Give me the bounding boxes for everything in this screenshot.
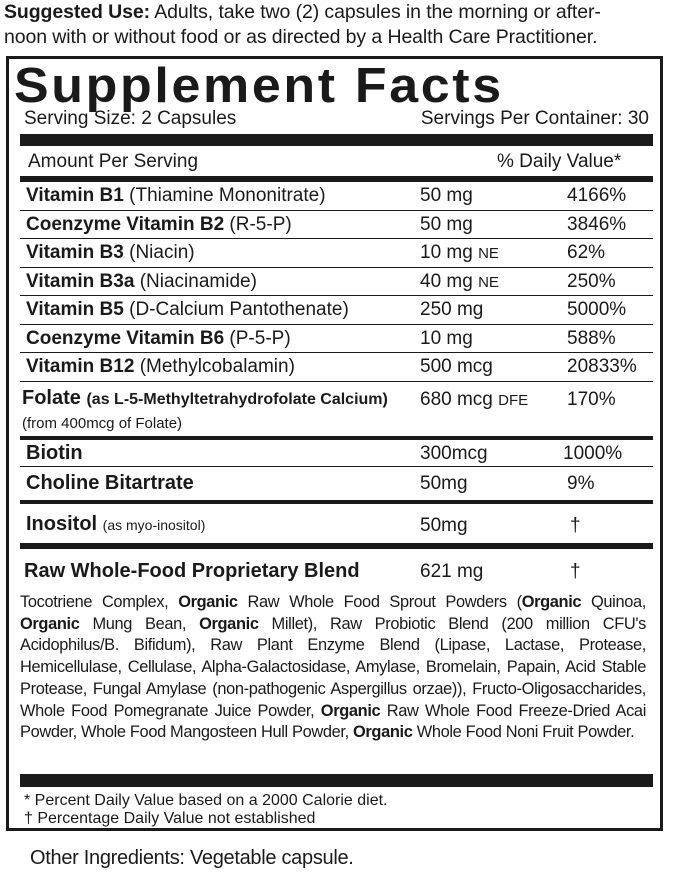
folate-unit-note: DFE: [498, 392, 529, 409]
nutrient-dv: 588%: [567, 327, 616, 349]
nutrient-row-folate: [22, 386, 388, 412]
blend-text: Whole Food Noni Fruit Powder.: [412, 723, 635, 742]
rule-inositol: [20, 543, 653, 549]
folate-amount: [420, 388, 528, 413]
blend-text: Mung Bean,: [92, 614, 200, 633]
biotin-dv: 1000%: [563, 443, 623, 464]
nutrient-amount-value: 50 mg: [420, 185, 473, 206]
blend-row: [24, 559, 360, 583]
nutrient-name: Coenzyme Vitamin B6: [26, 327, 225, 349]
nutrient-amount: [420, 270, 499, 295]
nutrient-dv: 5000%: [567, 299, 627, 320]
nutrient-detail: (Methylcobalamin): [134, 356, 295, 377]
nutrient-name: Vitamin B3: [26, 242, 124, 263]
nutrient-row-name: [26, 298, 349, 322]
nutrient-row-name: [26, 213, 292, 237]
nutrient-detail: (P-5-P): [224, 327, 291, 349]
thick-rule-bottom: [20, 774, 653, 787]
daily-value-header: % Daily Value*: [497, 151, 622, 172]
nutrient-row-choline: [26, 471, 194, 495]
panel-title: Supplement Facts: [14, 59, 504, 113]
blend-dv: †: [570, 561, 581, 582]
folate-sub: (from 400mcg of Folate): [22, 415, 183, 432]
row-divider: [20, 381, 653, 382]
amount-per-serving-header: Amount Per Serving: [28, 151, 199, 172]
folate-amount-value: 680 mcg: [420, 389, 493, 410]
other-ingredients: Other Ingredients: Vegetable capsule.: [30, 847, 354, 869]
blend-text: Tocotriene Complex,: [20, 593, 179, 611]
inositol-amount: 50mg: [420, 515, 468, 536]
inositol-detail: (as myo-inositol): [102, 517, 206, 533]
folate-dv: 170%: [567, 389, 616, 410]
nutrient-amount-value: 10 mg: [420, 327, 473, 349]
row-divider: [20, 352, 653, 353]
row-divider: [20, 324, 653, 325]
nutrient-dv: 4166%: [567, 185, 627, 206]
suggested-use-label: Suggested Use:: [4, 1, 150, 23]
nutrient-unit-note: NE: [478, 245, 499, 262]
inositol-dv: †: [570, 515, 581, 536]
nutrient-row-name: [26, 327, 291, 351]
rule-biotin: [20, 466, 653, 467]
nutrient-name: Vitamin B3a: [26, 270, 135, 292]
biotin-name: Biotin: [26, 442, 83, 464]
nutrient-name: Vitamin B5: [26, 299, 124, 320]
nutrient-amount-value: 500 mcg: [420, 356, 493, 377]
nutrient-dv: 62%: [567, 242, 606, 263]
nutrient-detail: (D-Calcium Pantothenate): [123, 299, 349, 320]
nutrient-row-biotin: [26, 441, 83, 465]
nutrient-name: Coenzyme Vitamin B2: [26, 213, 225, 235]
blend-text: Quinoa,: [581, 593, 646, 611]
nutrient-amount: [420, 213, 473, 237]
blend-text: Raw Whole Food Sprout Powders (: [237, 593, 522, 611]
choline-amount: 50mg: [420, 473, 468, 494]
choline-name: Choline Bitartrate: [26, 472, 194, 494]
nutrient-detail: (R-5-P): [224, 213, 292, 235]
nutrient-amount-value: 250 mg: [420, 299, 484, 320]
inositol-name: Inositol: [26, 513, 98, 535]
nutrient-row-name: [26, 184, 326, 208]
suggested-use-text-1: Adults, take two (2) capsules in the morning or after-: [149, 1, 601, 23]
nutrient-unit-note: NE: [478, 273, 499, 291]
folate-detail: (as L-5-Methyltetrahydrofolate Calcium): [86, 391, 388, 408]
footnote-dagger: † Percentage Daily Value not established: [24, 810, 316, 827]
organic-label: Organic: [178, 593, 238, 611]
nutrient-amount: [420, 184, 473, 208]
suggested-use-text-2: noon with or without food or as directed by a Health Care Practitioner.: [4, 26, 598, 48]
servings-per-container: Servings Per Container: 30: [420, 108, 649, 129]
nutrient-row-inositol: [26, 512, 205, 537]
row-divider: [20, 238, 653, 239]
choline-dv: 9%: [567, 473, 595, 494]
nutrient-dv: 20833%: [567, 356, 637, 377]
nutrient-detail: (Niacinamide): [134, 270, 257, 292]
nutrient-amount-value: 40 mg: [420, 270, 473, 292]
footnote-percent: * Percent Daily Value based on a 2000 Calorie diet.: [24, 792, 388, 809]
row-divider: [20, 267, 653, 268]
serving-size: Serving Size: 2 Capsules: [24, 108, 237, 129]
folate-name: Folate: [22, 387, 81, 409]
organic-label: Organic: [20, 614, 80, 633]
nutrient-amount: [420, 327, 473, 351]
suggested-use: [4, 0, 676, 50]
nutrient-row-name: [26, 270, 257, 294]
nutrient-amount: [420, 241, 499, 266]
nutrient-amount-value: 10 mg: [420, 242, 473, 263]
blend-name: Raw Whole-Food Proprietary Blend: [24, 560, 360, 582]
nutrient-detail: (Niacin): [123, 242, 195, 263]
nutrient-detail: (Thiamine Mononitrate): [123, 185, 326, 206]
blend-text: Raw Whole Food Freeze-Dried Acai Powder, Whole Food Mangosteen Hull Powder,: [20, 701, 646, 742]
nutrient-name: Vitamin B12: [26, 356, 135, 377]
nutrient-row-name: [26, 355, 295, 379]
rule-choline: [20, 500, 653, 504]
nutrient-amount: [420, 298, 483, 322]
nutrient-row-name: [26, 241, 195, 265]
thick-rule-top: [20, 134, 653, 146]
medium-rule: [20, 176, 653, 182]
nutrient-dv: 3846%: [567, 213, 627, 235]
blend-amount: 621 mg: [420, 561, 484, 582]
row-divider: [20, 210, 653, 211]
nutrient-dv: 250%: [567, 270, 616, 292]
nutrient-name: Vitamin B1: [26, 185, 124, 206]
organic-label: Organic: [353, 723, 413, 742]
organic-label: Organic: [521, 593, 582, 611]
rule-folate: [20, 436, 653, 440]
organic-label: Organic: [320, 701, 381, 720]
nutrient-amount: [420, 355, 493, 379]
blend-text: Millet), Raw Probiotic Blend (200 million CFU's Acidophilus/B. Bifidum), Raw Plant Enzyme Blend (Lipase, Lactase, Protease, Hemicellulase, Cellulase, Alpha-Galactosidase, Amylase, Bromelain, Papain, Acid Stable Protease, Fungal Amylase (non-pathogenic Aspergillus orzae)), Fructo-Oligosaccharides, Whole Food Pomegranate Juice Powder,: [20, 614, 646, 720]
nutrient-amount-value: 50 mg: [420, 213, 473, 235]
organic-label: Organic: [199, 614, 259, 633]
row-divider: [20, 295, 653, 296]
biotin-amount: 300mcg: [420, 443, 488, 464]
blend-ingredients: [20, 592, 646, 744]
